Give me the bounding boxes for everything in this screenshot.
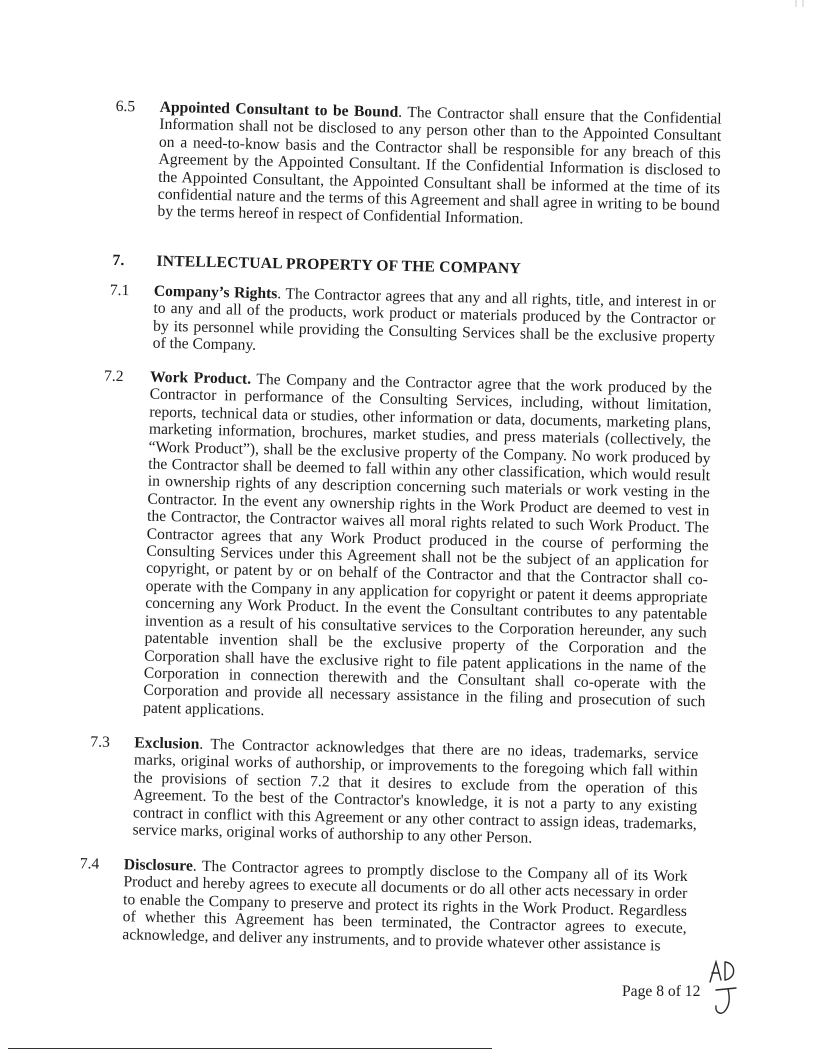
section-title: Exclusion bbox=[134, 734, 200, 753]
section-number: 7. bbox=[112, 251, 125, 270]
section-title: Work Product. bbox=[149, 368, 252, 388]
section-7-heading bbox=[112, 252, 722, 285]
section-body bbox=[157, 99, 721, 233]
section-number: 7.3 bbox=[90, 733, 111, 751]
section-number: 6.5 bbox=[115, 97, 136, 116]
scan-corner-mark bbox=[794, 0, 806, 8]
section-body bbox=[122, 856, 688, 955]
handwritten-initials bbox=[706, 958, 746, 1018]
section-body bbox=[132, 734, 698, 850]
section-number: 7.4 bbox=[79, 855, 100, 873]
page-divider bbox=[8, 1048, 492, 1049]
section-title: Disclosure bbox=[123, 856, 194, 875]
section-7-3 bbox=[88, 733, 702, 856]
section-title: Company’s Rights bbox=[153, 282, 278, 303]
section-body bbox=[153, 283, 716, 364]
section-body bbox=[143, 369, 712, 729]
section-text: . The Contractor agrees to promptly disclose to the Company all of its Work Product and hereby agrees to execute all documents or do all other acts necessary in order to enable the Company to preserve and protect its rights in the Work Product. Regardless of whether this Agreement has been terminated, the Contractor agrees to execute, acknowledge, and deliver any instruments, and to provide whatever other assistance is bbox=[122, 857, 688, 955]
section-text: . The Contractor agrees that any and all rights, title, and interest in or to any and all of the products, work product or materials produced by the Contractor or by its personnel while providing the Consulting Services shall be the exclusive property of the Company. bbox=[152, 285, 716, 355]
section-number: 7.2 bbox=[103, 367, 124, 386]
section-title: Appointed Consultant to be Bound bbox=[159, 98, 399, 121]
section-heading: INTELLECTUAL PROPERTY OF THE COMPANY bbox=[156, 252, 522, 278]
page-number: Page 8 of 12 bbox=[622, 983, 701, 1000]
section-6-5 bbox=[113, 98, 726, 251]
section-7-1 bbox=[109, 282, 720, 367]
section-text: . The Contractor acknowledges that there are no ideas, trademarks, service marks, original works of authorship, or improvements to the foregoing which fall within the provisions of section 7.2 that it desires to exclude from the operation of this Agreement. To the best of the Contractor's knowledge, it is not a party to any existing contract in conflict with this Agreement or any other contract to assign ideas, trademarks, service marks, original works of authorship to any other Person. bbox=[132, 735, 699, 847]
section-7-2 bbox=[97, 368, 716, 741]
section-7-4 bbox=[78, 855, 692, 960]
section-number: 7.1 bbox=[109, 281, 130, 300]
section-text: . The Contractor shall ensure that the Confidential Information shall not be disclosed to any person other than to the Appointed Consultant on a need-to-know basis and the Contractor shall be responsible for any breach of this Agreement by the Appointed Consultant. If the Confidential Information is disclosed to the Appointed Consultant, the Appointed Consultant shall be informed at the time of its confidential nature and the terms of this Agreement and shall agree in writing to be bound by the terms hereof in respect of Confidential Information. bbox=[157, 103, 722, 228]
section-text: The Company and the Contractor agree that the work produced by the Contractor in performance of the Consulting Services, including, without limitation, reports, technical data or studies, other information or data, documents, marketing plans, marketing information, brochures, market studies, and press materials (collectively, the “Work Product”), shall be the exclusive property of the Company. No work produced by the Contractor shall be deemed to fall within any other classification, which would result in ownership rights of any description concerning such materials or work vesting in the Contractor. In the event any ownership rights in the Work Product are deemed to vest in the Contractor, the Contractor waives all moral rights related to such Work Product. The Contractor agrees that any Work Product produced in the course of performing the Consulting Services under this Agreement shall not be the subject of an application for copyright, or patent by or on behalf of the Contractor and that the Contractor shall co-operate with the Company in any application for copyright or patent it deems appropriate concerning any Work Product. In the event the Consultant contributes to any patentable invention as a result of his consultative services to the Corporation hereunder, any such patentable invention shall be the exclusive property of the Corporation and the Corporation shall have the exclusive right to file patent applications in the name of the Corporation in connection therewith and the Consultant shall co-operate with the Corporation and provide all necessary assistance in the filing and prosecution of such patent applications. bbox=[142, 370, 713, 719]
